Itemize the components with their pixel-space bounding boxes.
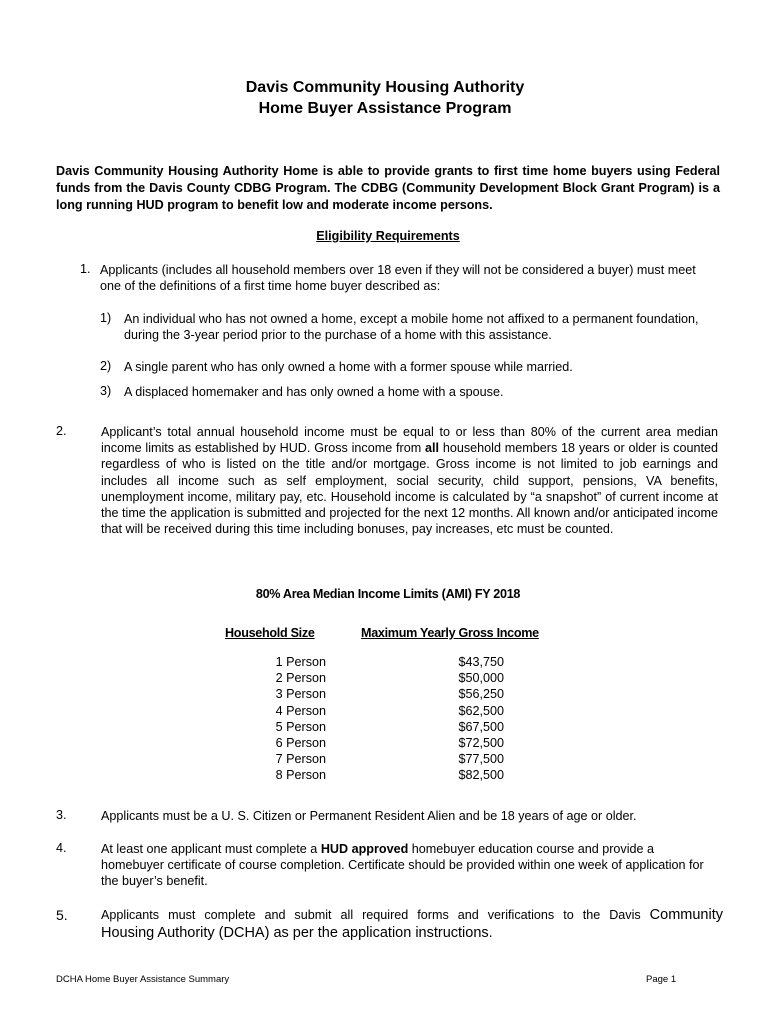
max-income-header: Maximum Yearly Gross Income xyxy=(361,626,539,640)
footer-page-number: Page 1 xyxy=(646,974,677,985)
item-4-bold: HUD approved xyxy=(320,842,409,856)
item-5-text xyxy=(101,906,723,942)
subitem-1-text: An individual who has not owned a home, except a mobile home not affixed to a permanent foundation, during the 3-year period prior to the purchase of a home with this assistance. xyxy=(124,312,699,343)
subitem-1-number: 1) xyxy=(100,311,112,325)
item-3-number: 3. xyxy=(56,808,67,822)
item-2-bold: all xyxy=(425,441,440,456)
household-size-column xyxy=(226,654,326,784)
item-4-text-b: homebuyer education course and provide a homebuyer certificate of course completion. Certificate should be provided within one week of application for the buyer’s benefit. xyxy=(101,842,704,889)
table-row-size: 1 Person xyxy=(275,655,326,669)
item-2-number: 2. xyxy=(56,424,67,438)
intro-paragraph: Davis Community Housing Authority Home is able to provide grants to first time home buyers using Federal funds from the Davis County CDBG Program. The CDBG (Community Development Block Grant Program) is a long running HUD program to benefit low and moderate income persons. xyxy=(56,164,720,212)
item-5-line-1 xyxy=(101,906,723,924)
table-row-size: 5 Person xyxy=(275,719,326,734)
item-1-text: Applicants (includes all household members over 18 even if they will not be considered a buyer) must meet one of the definitions of a first time home buyer described as: xyxy=(100,263,696,294)
table-row-income: $62,500 xyxy=(458,703,504,718)
table-row-size: 2 Person xyxy=(275,671,326,686)
item-4-text-a: At least one applicant must complete a xyxy=(101,842,321,856)
max-income-column xyxy=(420,654,504,784)
table-row-income: $82,500 xyxy=(458,768,504,783)
table-row-income: $67,500 xyxy=(458,719,504,734)
table-row-size: 7 Person xyxy=(275,752,326,767)
eligibility-heading: Eligibility Requirements xyxy=(316,229,460,243)
table-row-income: $43,750 xyxy=(458,655,504,669)
item-2-text-b: household members 18 years or older is counted regardless of who is listed on the title and/or mortgage. Gross income is not limited to job earnings and includes all income such as self employment, social security, child support, pensions, VA benefits, unemployment income, military pay, etc. Household income is calculated by “a snapshot” of current income at the time the application is submitted and projected for the next 12 months. All known and/or anticipated income that will be received during this time including bonuses, pay increases, etc must be counted. xyxy=(101,441,719,537)
item-2-text-a: Applicant’s total annual household income must be equal to or less than 80% of the current area median income limits as established by HUD. Gross income from xyxy=(101,425,718,456)
subitem-3-text: A displaced homemaker and has only owned a home with a spouse. xyxy=(124,385,504,399)
item-5-line-1-b: Community xyxy=(649,907,723,923)
table-row-income: $56,250 xyxy=(458,687,504,702)
item-1-number: 1. xyxy=(80,262,91,276)
table-row-size: 8 Person xyxy=(275,768,326,783)
table-row-size: 3 Person xyxy=(275,687,326,702)
item-4-number: 4. xyxy=(56,841,67,855)
subitem-2-number: 2) xyxy=(100,359,112,373)
table-row-income: $72,500 xyxy=(458,735,504,750)
table-row-income: $50,000 xyxy=(458,671,504,686)
household-size-header: Household Size xyxy=(225,626,315,640)
item-5-line-2: Housing Authority (DCHA) as per the application instructions. xyxy=(101,925,493,941)
item-5-number: 5. xyxy=(56,907,68,923)
document-title xyxy=(0,77,770,119)
footer-left: DCHA Home Buyer Assistance Summary xyxy=(56,974,230,985)
item-3-text: Applicants must be a U. S. Citizen or Permanent Resident Alien and be 18 years of age or older. xyxy=(101,809,637,823)
item-5-line-1-a: Applicants must complete and submit all required forms and verifications to the Davis xyxy=(101,908,650,922)
item-2-text xyxy=(101,424,718,537)
table-row-income: $77,500 xyxy=(458,752,504,767)
title-line-2: Home Buyer Assistance Program xyxy=(258,100,512,117)
item-4-text xyxy=(101,841,711,890)
table-row-size: 6 Person xyxy=(275,735,326,750)
subitem-2-text: A single parent who has only owned a home with a former spouse while married. xyxy=(124,360,573,374)
subitem-3-number: 3) xyxy=(100,384,112,398)
title-line-1: Davis Community Housing Authority xyxy=(245,79,525,96)
income-table-title: 80% Area Median Income Limits (AMI) FY 2018 xyxy=(255,587,521,601)
table-row-size: 4 Person xyxy=(275,703,326,718)
